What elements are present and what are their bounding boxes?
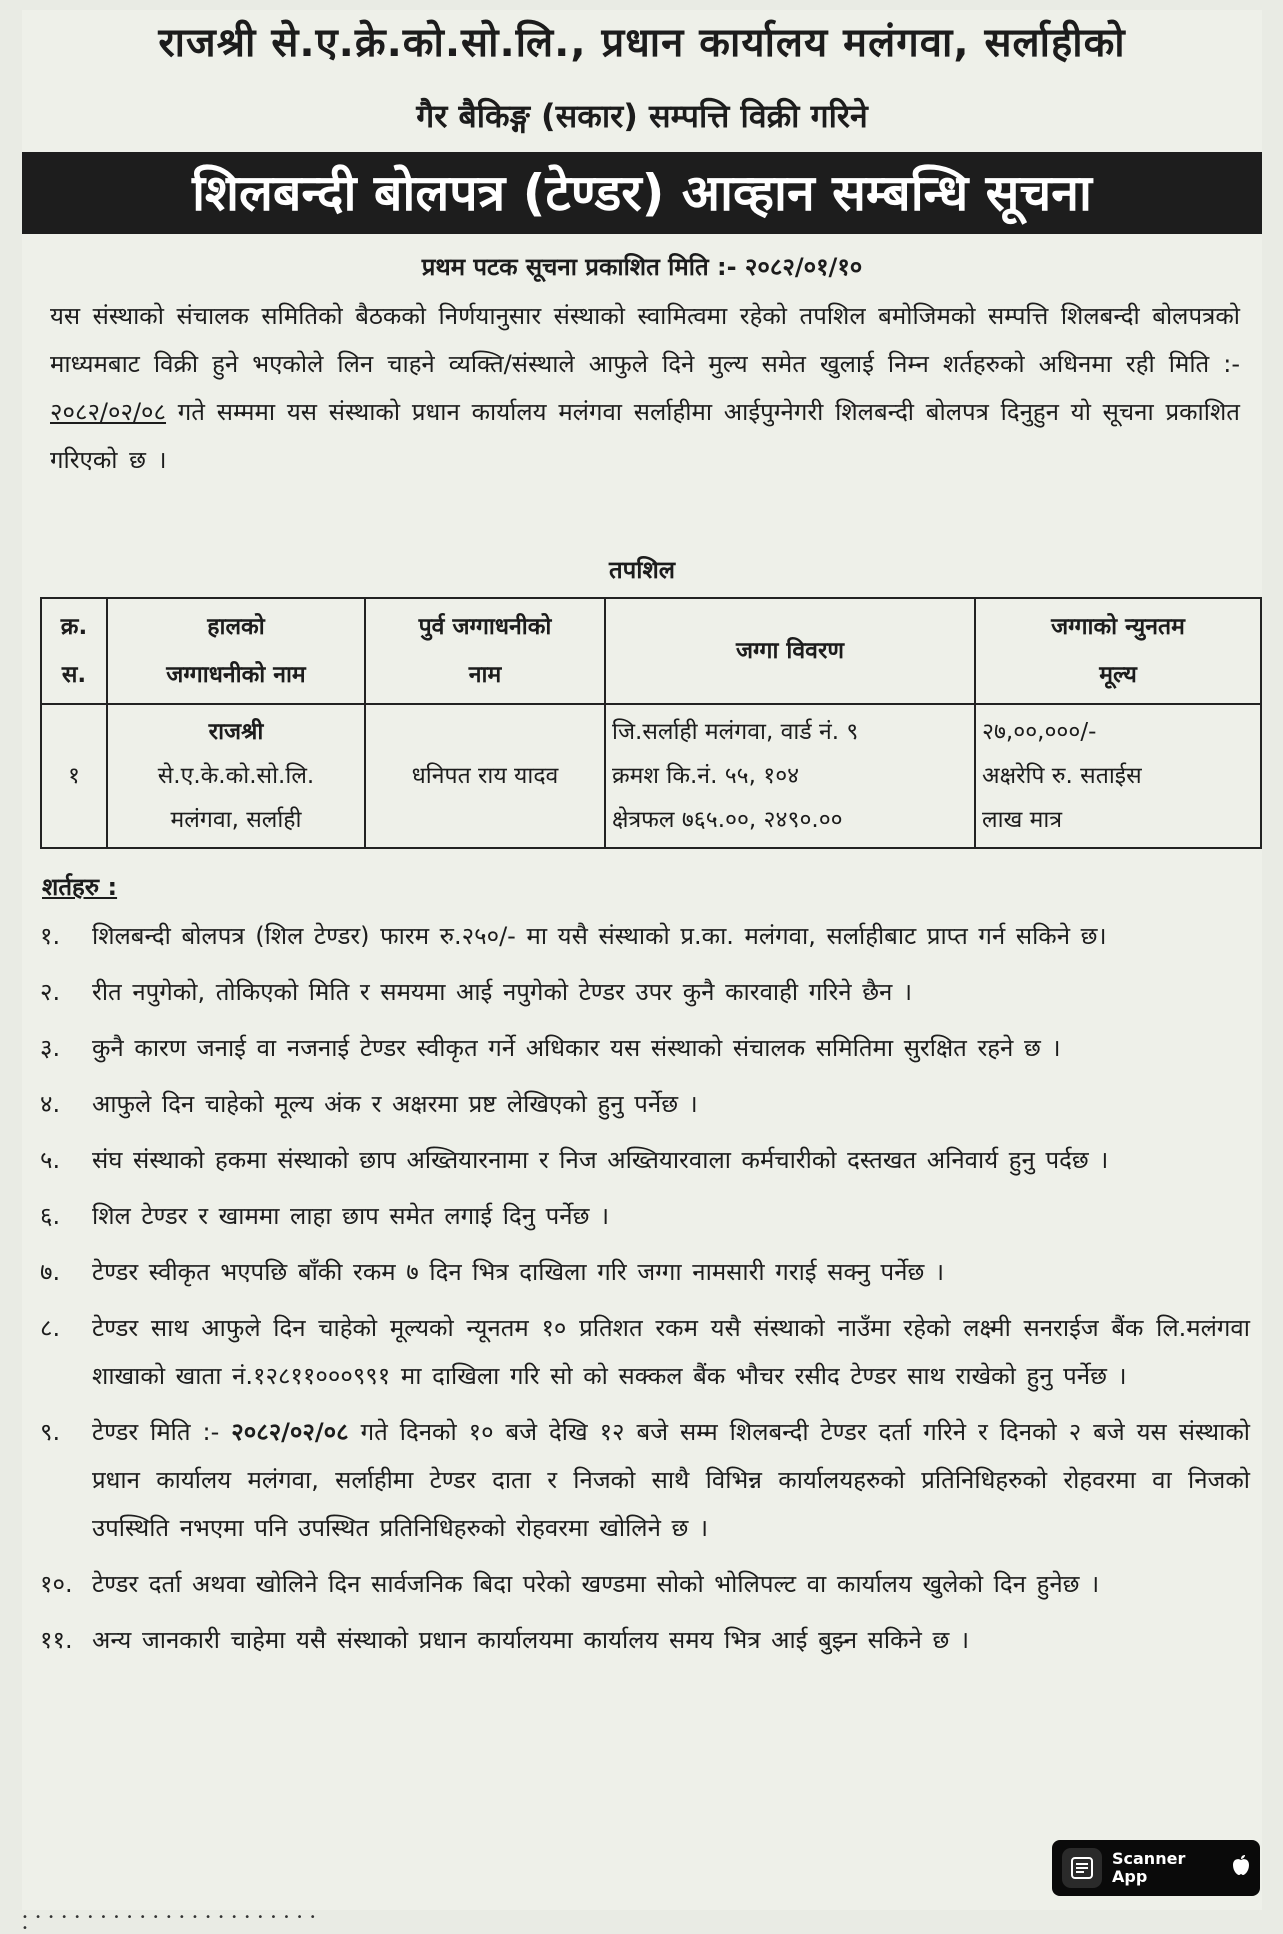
publication-date: २०८२/०१/१० [744, 253, 863, 281]
terms-list [40, 912, 1250, 1672]
table-row [41, 704, 1261, 848]
cell-previous-owner: धनिपत राय यादव [365, 704, 605, 848]
scanner-app-watermark [1052, 1840, 1260, 1896]
list-item: ९. टेण्डर मिति :- २०८२/०२/०८ गते दिनको १० बजे देखि १२ बजे सम्म शिलबन्दी टेण्डर दर्ता गरिने र दिनको २ बजे यस संस्थाको प्रधान कार्यालय मलंगवा, सर्लाहीमा टेण्डर दाता र निजको साथै विभिन्न कार्यालयहरुको प्रतिनिधिहरुको रोहवरमा वा निजको उपस्थिति नभएमा पनि उपस्थित प्रतिनिधिहरुको रोहवरमा खोलिने छ । [40, 1418, 1250, 1542]
watermark-line-1: Scanner [1112, 1849, 1186, 1868]
col-land-details-header: जग्गा विवरण [605, 598, 975, 704]
terms-title: शर्तहरु : [42, 873, 118, 901]
apple-logo-icon [1232, 1854, 1250, 1882]
col-previous-owner-header: पुर्व जग्गाधनीको नाम [365, 598, 605, 704]
scanner-app-icon [1062, 1848, 1102, 1888]
list-item: ११. अन्य जानकारी चाहेमा यसै संस्थाको प्रधान कार्यालयमा कार्यालय समय भित्र आई बुझ्न सकिने छ । [40, 1626, 970, 1654]
col-min-price-header: जग्गाको न्युनतम मूल्य [975, 598, 1261, 704]
list-item: ८. टेण्डर साथ आफुले दिन चाहेको मूल्यको न्यूनतम १० प्रतिशत रकम यसै संस्थाको नाउँमा रहेको लक्ष्मी सनराईज बैंक लि.मलंगवा शाखाको खाता नं.१२८११०००९९१ मा दाखिला गरि सो को सक्कल बैंक भौचर रसीद टेण्डर साथ राखेको हुनु पर्नेछ । [40, 1314, 1250, 1390]
intro-paragraph [50, 292, 1240, 484]
watermark-line-2: App [1112, 1867, 1148, 1886]
table-header-row [41, 598, 1261, 704]
sub-header: गैर बैकिङ्ग (सकार) सम्पत्ति विक्री गरिने [416, 97, 868, 135]
intro-text-1: यस संस्थाको संचालक समितिको बैठकको निर्णयानुसार संस्थाको स्वामित्वमा रहेको तपशिल बमोजिमको सम्पत्ति शिलबन्दी बोलपत्रको माध्यमबाट विक्री हुने भएकोले लिन चाहने व्यक्ति/संस्थाले आफुले दिने मुल्य समेत खुलाई निम्न शर्तहरुको अधिनमा रही मिति :- [50, 302, 1240, 378]
submission-deadline: २०८२/०२/०८ [50, 398, 167, 426]
cell-serial: १ [41, 704, 107, 848]
list-item: १०. टेण्डर दर्ता अथवा खोलिने दिन सार्वजनिक बिदा परेको खण्डमा सोको भोलिपल्ट वा कार्यालय खुलेको दिन हुनेछ । [40, 1570, 1100, 1598]
list-item: ४. आफुले दिन चाहेको मूल्य अंक र अक्षरमा प्रष्ट लेखिएको हुनु पर्नेछ । [40, 1090, 698, 1118]
col-current-owner-header: हालको जग्गाधनीको नाम [107, 598, 365, 704]
list-item: २. रीत नपुगेको, तोकिएको मिति र समयमा आई नपुगेको टेण्डर उपर कुनै कारवाही गरिने छैन । [40, 978, 913, 1006]
cell-min-price: २७,००,०००/- अक्षरेपि रु. सताईस लाख मात्र [975, 704, 1261, 848]
list-item: ३. कुनै कारण जनाई वा नजनाई टेण्डर स्वीकृत गर्ने अधिकार यस संस्थाको संचालक समितिमा सुरक्षित रहने छ । [40, 1034, 1061, 1062]
publication-date-label: प्रथम पटक सूचना प्रकाशित मिति :- [421, 253, 737, 281]
organization-header: राजश्री से.ए.क्रे.को.सो.लि., प्रधान कार्यालय मलंगवा, सर्लाहीको [158, 20, 1126, 66]
cell-current-owner: राजश्री से.ए.के.को.सो.लि. मलंगवा, सर्लाही [107, 704, 365, 848]
cell-land-details: जि.सर्लाही मलंगवा, वार्ड नं. ९ क्रमश कि.नं. ५५, १०४ क्षेत्रफल ७६५.००, २४९०.०० [605, 704, 975, 848]
property-schedule-table [40, 597, 1262, 849]
col-serial-header: क्र. स. [41, 598, 107, 704]
publication-date-line [22, 252, 1262, 282]
intro-text-2: गते सम्ममा यस संस्थाको प्रधान कार्यालय मलंगवा सर्लाहीमा आईपुग्नेगरी शिलबन्दी बोलपत्र दिनुहुन यो सूचना प्रकाशित गरिएको छ । [50, 398, 1240, 474]
schedule-title: तपशिल [608, 556, 676, 584]
list-item: १. शिलबन्दी बोलपत्र (शिल टेण्डर) फारम रु.२५०/- मा यसै संस्थाको प्र.का. मलंगवा, सर्लाहीबाट प्राप्त गर्न सकिने छ। [40, 922, 1107, 950]
list-item: ५. संघ संस्थाको हकमा संस्थाको छाप अख्तियारनामा र निज अख्तियारवाला कर्मचारीको दस्तखत अनिवार्य हुनु पर्दछ । [40, 1146, 1109, 1174]
list-item: ७. टेण्डर स्वीकृत भएपछि बाँकी रकम ७ दिन भित्र दाखिला गरि जग्गा नामसारी गराई सक्नु पर्नेछ । [40, 1258, 945, 1286]
list-item: ६. शिल टेण्डर र खाममा लाहा छाप समेत लगाई दिनु पर्नेछ । [40, 1202, 610, 1230]
notice-title-banner: शिलबन्दी बोलपत्र (टेण्डर) आव्हान सम्बन्धि सूचना [22, 152, 1262, 234]
tender-date: २०८२/०२/०८ [231, 1418, 349, 1446]
decorative-dots: • • • • • • • • • • • • • • • • • • • • • • • • [22, 1912, 318, 1934]
